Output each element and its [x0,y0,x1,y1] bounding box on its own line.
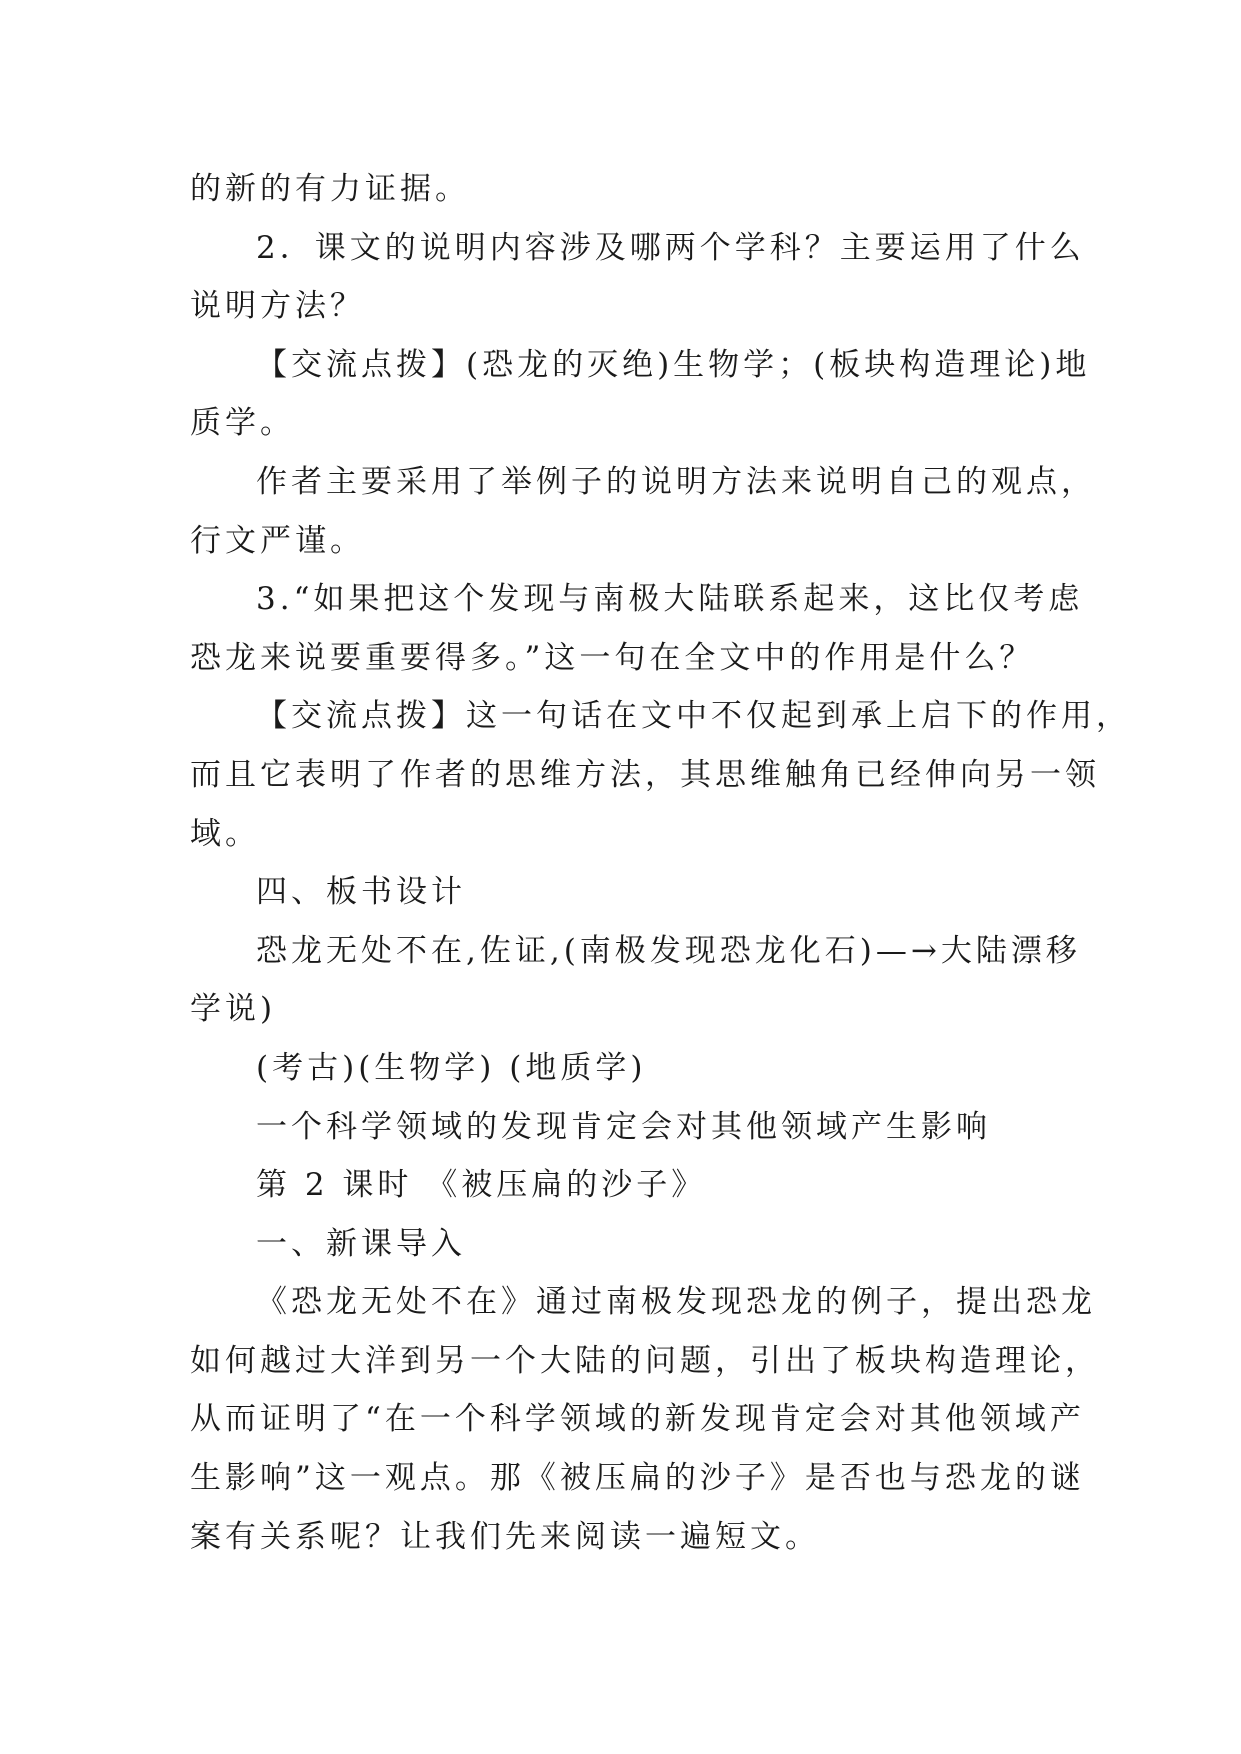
text-line: 案有关系呢？让我们先来阅读一遍短文。 [190,1518,820,1555]
text-line: (考古)(生物学) (地质学) [256,1049,647,1086]
text-line: 恐龙无处不在,佐证,(南极发现恐龙化石)—→大陆漂移 [256,932,1081,969]
text-line: 一个科学领域的发现肯定会对其他领域产生影响 [256,1108,991,1145]
text-line: 说明方法？ [190,288,365,325]
section-heading: 一、新课导入 [256,1225,466,1262]
text-line: 恐龙来说要重要得多。”这一句在全文中的作用是什么？ [190,639,1035,676]
text-line: 2．课文的说明内容涉及哪两个学科？主要运用了什么 [256,229,1085,266]
text-line: 的新的有力证据。 [190,171,470,207]
text-line: 生影响”这一观点。那《被压扁的沙子》是否也与恐龙的谜 [190,1460,1085,1497]
text-line: 3.“如果把这个发现与南极大陆联系起来，这比仅考虑 [256,581,1084,618]
text-line: 如何越过大洋到另一个大陆的问题，引出了板块构造理论， [190,1342,1100,1379]
lesson-heading: 第 2 课时 《被压扁的沙子》 [256,1167,707,1204]
text-line: 学说) [190,991,277,1028]
text-line: 《恐龙无处不在》通过南极发现恐龙的例子，提出恐龙 [256,1284,1096,1321]
text-line: 行文严谨。 [190,522,365,559]
text-line: 域。 [190,815,260,852]
text-line: 质学。 [190,405,295,442]
text-line: 【交流点拨】(恐龙的灭绝)生物学；(板块构造理论)地 [256,346,1091,383]
text-line: 而且它表明了作者的思维方法，其思维触角已经伸向另一领 [190,756,1100,793]
text-line: 【交流点拨】这一句话在文中不仅起到承上启下的作用， [256,698,1131,735]
text-line: 从而证明了“在一个科学领域的新发现肯定会对其他领域产 [190,1401,1085,1438]
text-line: 作者主要采用了举例子的说明方法来说明自己的观点， [256,463,1096,500]
document-body [190,160,1131,1566]
section-heading: 四、板书设计 [256,874,466,911]
